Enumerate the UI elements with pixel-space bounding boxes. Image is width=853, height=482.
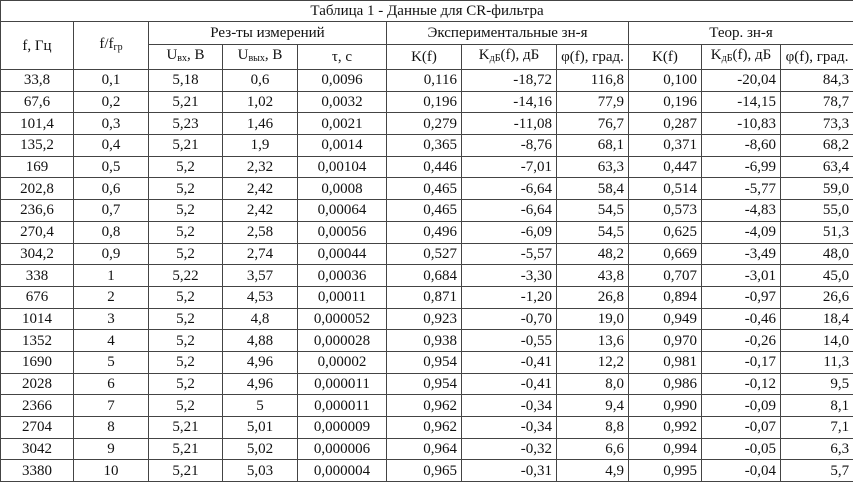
cell-exp-k: 0,446: [387, 156, 462, 178]
cell-th-kdb: -0,04: [702, 460, 781, 482]
group-header-experimental: Экспериментальные зн-я: [387, 22, 629, 45]
cell-exp-k: 0,196: [387, 91, 462, 113]
cell-th-phi: 51,3: [781, 221, 853, 243]
cell-u-in: 5,18: [149, 70, 223, 92]
cell-exp-k: 0,938: [387, 330, 462, 352]
table-row: [1, 330, 853, 352]
cell-exp-kdb: -8,76: [462, 135, 557, 157]
cell-th-phi: 9,5: [781, 373, 853, 395]
cell-frequency: 2366: [1, 395, 74, 417]
cell-exp-phi: 54,5: [557, 200, 629, 222]
cell-th-kdb: -10,83: [702, 113, 781, 135]
cell-u-in: 5,2: [149, 330, 223, 352]
col-header-th-phi: φ(f), град.: [781, 45, 853, 70]
cell-exp-kdb: -7,01: [462, 156, 557, 178]
table-row: [1, 395, 853, 417]
cell-exp-k: 0,954: [387, 351, 462, 373]
table-row: [1, 200, 853, 222]
cell-u-in: 5,2: [149, 243, 223, 265]
cell-th-phi: 68,2: [781, 135, 853, 157]
cell-tau: 0,000011: [298, 395, 387, 417]
cell-tau: 0,0021: [298, 113, 387, 135]
cell-th-kdb: -6,99: [702, 156, 781, 178]
cell-tau: 0,000011: [298, 373, 387, 395]
cell-th-k: 0,196: [629, 91, 702, 113]
cell-th-kdb: -4,09: [702, 221, 781, 243]
cell-u-out: 4,8: [223, 308, 298, 330]
cell-exp-kdb: -1,20: [462, 286, 557, 308]
cell-u-out: 3,57: [223, 265, 298, 287]
cell-exp-kdb: -6,09: [462, 221, 557, 243]
cell-u-out: 1,02: [223, 91, 298, 113]
cell-frequency-ratio: 10: [74, 460, 149, 482]
cell-th-phi: 14,0: [781, 330, 853, 352]
cell-u-out: 4,53: [223, 286, 298, 308]
cell-exp-phi: 19,0: [557, 308, 629, 330]
cell-u-out: 2,32: [223, 156, 298, 178]
col-header-tau: τ, с: [298, 45, 387, 70]
cell-u-in: 5,21: [149, 91, 223, 113]
table-row: [1, 460, 853, 482]
cell-u-out: 5: [223, 395, 298, 417]
cell-th-k: 0,994: [629, 438, 702, 460]
cell-frequency-ratio: 7: [74, 395, 149, 417]
cell-exp-kdb: -0,41: [462, 351, 557, 373]
cell-exp-phi: 8,0: [557, 373, 629, 395]
cell-th-k: 0,894: [629, 286, 702, 308]
cell-th-k: 0,707: [629, 265, 702, 287]
group-header-measurements: Рез-ты измерений: [149, 22, 387, 45]
cell-exp-k: 0,954: [387, 373, 462, 395]
cell-frequency-ratio: 0,9: [74, 243, 149, 265]
cell-frequency-ratio: 8: [74, 417, 149, 439]
cell-tau: 0,000052: [298, 308, 387, 330]
cell-exp-k: 0,365: [387, 135, 462, 157]
cell-th-k: 0,981: [629, 351, 702, 373]
cell-exp-phi: 58,4: [557, 178, 629, 200]
cell-exp-k: 0,496: [387, 221, 462, 243]
table-row: [1, 243, 853, 265]
cell-th-kdb: -0,12: [702, 373, 781, 395]
cell-frequency-ratio: 9: [74, 438, 149, 460]
cell-exp-phi: 76,7: [557, 113, 629, 135]
cell-exp-kdb: -11,08: [462, 113, 557, 135]
cell-u-out: 2,42: [223, 178, 298, 200]
cell-exp-phi: 13,6: [557, 330, 629, 352]
cell-frequency: 676: [1, 286, 74, 308]
cell-u-in: 5,2: [149, 178, 223, 200]
cell-th-kdb: -0,07: [702, 417, 781, 439]
cell-frequency: 338: [1, 265, 74, 287]
cell-frequency: 3380: [1, 460, 74, 482]
cell-tau: 0,000004: [298, 460, 387, 482]
table-row: [1, 156, 853, 178]
cell-exp-phi: 68,1: [557, 135, 629, 157]
cell-th-kdb: -4,83: [702, 200, 781, 222]
cell-frequency-ratio: 0,5: [74, 156, 149, 178]
cell-th-k: 0,625: [629, 221, 702, 243]
cell-u-out: 1,9: [223, 135, 298, 157]
cell-exp-kdb: -0,31: [462, 460, 557, 482]
cell-u-in: 5,21: [149, 135, 223, 157]
cell-u-out: 5,02: [223, 438, 298, 460]
cell-frequency: 202,8: [1, 178, 74, 200]
cell-tau: 0,000028: [298, 330, 387, 352]
cell-th-phi: 26,6: [781, 286, 853, 308]
cell-u-out: 2,58: [223, 221, 298, 243]
cell-frequency-ratio: 5: [74, 351, 149, 373]
cell-exp-k: 0,964: [387, 438, 462, 460]
cell-exp-phi: 63,3: [557, 156, 629, 178]
cell-th-kdb: -20,04: [702, 70, 781, 92]
cell-th-k: 0,514: [629, 178, 702, 200]
cell-th-phi: 7,1: [781, 417, 853, 439]
cell-frequency-ratio: 3: [74, 308, 149, 330]
table-row: [1, 178, 853, 200]
cell-u-in: 5,2: [149, 156, 223, 178]
cell-u-in: 5,2: [149, 286, 223, 308]
cell-u-in: 5,21: [149, 460, 223, 482]
cell-u-out: 4,96: [223, 373, 298, 395]
cell-exp-phi: 54,5: [557, 221, 629, 243]
cell-exp-kdb: -14,16: [462, 91, 557, 113]
cell-th-k: 0,949: [629, 308, 702, 330]
cell-th-k: 0,995: [629, 460, 702, 482]
cell-th-phi: 63,4: [781, 156, 853, 178]
cell-exp-kdb: -6,64: [462, 200, 557, 222]
cell-th-k: 0,992: [629, 417, 702, 439]
cell-th-phi: 84,3: [781, 70, 853, 92]
col-header-u-out: $U_{вых}$, В: [223, 45, 298, 70]
cell-exp-k: 0,684: [387, 265, 462, 287]
cell-exp-k: 0,279: [387, 113, 462, 135]
cell-tau: 0,0096: [298, 70, 387, 92]
table-row: [1, 286, 853, 308]
cell-frequency-ratio: 6: [74, 373, 149, 395]
cell-u-out: 5,03: [223, 460, 298, 482]
cell-u-in: 5,22: [149, 265, 223, 287]
cell-u-in: 5,2: [149, 395, 223, 417]
cell-exp-k: 0,465: [387, 200, 462, 222]
cell-th-kdb: -0,09: [702, 395, 781, 417]
cell-tau: 0,00036: [298, 265, 387, 287]
cell-th-kdb: -0,97: [702, 286, 781, 308]
cell-tau: 0,00064: [298, 200, 387, 222]
col-header-th-k: K(f): [629, 45, 702, 70]
cell-th-phi: 55,0: [781, 200, 853, 222]
cell-frequency-ratio: 0,6: [74, 178, 149, 200]
cell-tau: 0,000009: [298, 417, 387, 439]
cell-exp-kdb: -0,34: [462, 417, 557, 439]
table-row: [1, 135, 853, 157]
cell-exp-k: 0,923: [387, 308, 462, 330]
cell-frequency: 101,4: [1, 113, 74, 135]
cell-th-kdb: -5,77: [702, 178, 781, 200]
cell-frequency: 33,8: [1, 70, 74, 92]
cell-th-kdb: -0,26: [702, 330, 781, 352]
cell-u-out: 4,96: [223, 351, 298, 373]
table-row: [1, 91, 853, 113]
cell-exp-phi: 43,8: [557, 265, 629, 287]
table-row: [1, 221, 853, 243]
cell-exp-kdb: -0,55: [462, 330, 557, 352]
table-row: [1, 417, 853, 439]
cell-tau: 0,00056: [298, 221, 387, 243]
cell-frequency: 270,4: [1, 221, 74, 243]
cell-th-phi: 48,0: [781, 243, 853, 265]
cell-th-phi: 11,3: [781, 351, 853, 373]
cell-exp-k: 0,116: [387, 70, 462, 92]
table-row: [1, 113, 853, 135]
cell-th-kdb: -0,17: [702, 351, 781, 373]
cell-frequency: 135,2: [1, 135, 74, 157]
cell-th-kdb: -0,46: [702, 308, 781, 330]
table-title: Таблица 1 - Данные для CR-фильтра: [1, 1, 853, 22]
cell-exp-k: 0,965: [387, 460, 462, 482]
table-row: [1, 308, 853, 330]
cell-u-in: 5,2: [149, 221, 223, 243]
cell-th-kdb: -3,49: [702, 243, 781, 265]
cell-frequency-ratio: 2: [74, 286, 149, 308]
table-row: [1, 351, 853, 373]
cell-tau: 0,0014: [298, 135, 387, 157]
cell-th-kdb: -8,60: [702, 135, 781, 157]
cell-exp-kdb: -0,41: [462, 373, 557, 395]
cell-u-in: 5,2: [149, 308, 223, 330]
cell-frequency: 1014: [1, 308, 74, 330]
cell-tau: 0,000006: [298, 438, 387, 460]
cell-u-out: 2,42: [223, 200, 298, 222]
cell-th-k: 0,573: [629, 200, 702, 222]
cell-exp-kdb: -0,32: [462, 438, 557, 460]
table-row: [1, 438, 853, 460]
cell-exp-k: 0,962: [387, 417, 462, 439]
table-row: [1, 70, 853, 92]
table-body: [1, 70, 853, 482]
cell-th-k: 0,970: [629, 330, 702, 352]
cell-exp-phi: 77,9: [557, 91, 629, 113]
cell-th-phi: 8,1: [781, 395, 853, 417]
cell-th-phi: 18,4: [781, 308, 853, 330]
cell-th-kdb: -3,01: [702, 265, 781, 287]
cell-tau: 0,00044: [298, 243, 387, 265]
cell-tau: 0,00011: [298, 286, 387, 308]
cell-exp-phi: 9,4: [557, 395, 629, 417]
cell-u-in: 5,21: [149, 417, 223, 439]
col-header-u-in: $U_{вх}$, В: [149, 45, 223, 70]
col-header-exp-kdb: $K_{дБ}(f)$, дБ: [462, 45, 557, 70]
cell-u-out: 4,88: [223, 330, 298, 352]
cell-th-phi: 6,3: [781, 438, 853, 460]
cell-th-phi: 73,3: [781, 113, 853, 135]
cell-exp-k: 0,527: [387, 243, 462, 265]
group-header-theoretical: Теор. зн-я: [629, 22, 853, 45]
cell-exp-k: 0,962: [387, 395, 462, 417]
cell-th-phi: 45,0: [781, 265, 853, 287]
cell-u-in: 5,2: [149, 351, 223, 373]
cell-frequency-ratio: 0,7: [74, 200, 149, 222]
col-header-frequency-ratio: $f/f_{гр}$: [74, 22, 149, 70]
cell-exp-kdb: -3,30: [462, 265, 557, 287]
cell-u-out: 2,74: [223, 243, 298, 265]
cell-th-k: 0,100: [629, 70, 702, 92]
cell-u-out: 1,46: [223, 113, 298, 135]
cell-frequency: 67,6: [1, 91, 74, 113]
cell-th-k: 0,990: [629, 395, 702, 417]
col-header-frequency: f, Гц: [1, 22, 74, 70]
cell-frequency: 304,2: [1, 243, 74, 265]
col-header-exp-phi: φ(f), град.: [557, 45, 629, 70]
cell-frequency-ratio: 0,3: [74, 113, 149, 135]
table-row: [1, 373, 853, 395]
cell-exp-kdb: -18,72: [462, 70, 557, 92]
cell-tau: 0,00002: [298, 351, 387, 373]
cell-frequency-ratio: 0,8: [74, 221, 149, 243]
cell-exp-kdb: -5,57: [462, 243, 557, 265]
cell-exp-phi: 6,6: [557, 438, 629, 460]
cell-exp-k: 0,465: [387, 178, 462, 200]
col-header-exp-k: K(f): [387, 45, 462, 70]
cell-th-kdb: -14,15: [702, 91, 781, 113]
cell-frequency-ratio: 4: [74, 330, 149, 352]
table-row: [1, 265, 853, 287]
cell-frequency: 236,6: [1, 200, 74, 222]
cell-u-in: 5,23: [149, 113, 223, 135]
cell-frequency-ratio: 0,4: [74, 135, 149, 157]
cell-exp-phi: 8,8: [557, 417, 629, 439]
cell-u-in: 5,2: [149, 373, 223, 395]
cell-frequency: 1690: [1, 351, 74, 373]
cell-th-phi: 59,0: [781, 178, 853, 200]
cell-u-out: 0,6: [223, 70, 298, 92]
cell-frequency: 3042: [1, 438, 74, 460]
cell-exp-kdb: -6,64: [462, 178, 557, 200]
cell-frequency-ratio: 0,2: [74, 91, 149, 113]
cell-exp-kdb: -0,70: [462, 308, 557, 330]
cell-th-k: 0,447: [629, 156, 702, 178]
cell-exp-phi: 4,9: [557, 460, 629, 482]
cell-exp-phi: 12,2: [557, 351, 629, 373]
cell-exp-phi: 26,8: [557, 286, 629, 308]
cell-frequency: 169: [1, 156, 74, 178]
cell-th-k: 0,986: [629, 373, 702, 395]
col-header-th-kdb: $K_{дБ}(f)$, дБ: [702, 45, 781, 70]
cell-frequency-ratio: 1: [74, 265, 149, 287]
cell-tau: 0,0032: [298, 91, 387, 113]
cell-th-phi: 78,7: [781, 91, 853, 113]
cell-frequency: 2028: [1, 373, 74, 395]
cell-tau: 0,0008: [298, 178, 387, 200]
cell-exp-phi: 116,8: [557, 70, 629, 92]
cell-frequency: 2704: [1, 417, 74, 439]
cell-th-kdb: -0,05: [702, 438, 781, 460]
cell-th-phi: 5,7: [781, 460, 853, 482]
cell-exp-phi: 48,2: [557, 243, 629, 265]
cell-th-k: 0,371: [629, 135, 702, 157]
cell-frequency-ratio: 0,1: [74, 70, 149, 92]
cell-exp-k: 0,871: [387, 286, 462, 308]
cell-u-out: 5,01: [223, 417, 298, 439]
cell-tau: 0,00104: [298, 156, 387, 178]
cell-exp-kdb: -0,34: [462, 395, 557, 417]
cell-u-in: 5,2: [149, 200, 223, 222]
cell-th-k: 0,669: [629, 243, 702, 265]
cell-th-k: 0,287: [629, 113, 702, 135]
cell-frequency: 1352: [1, 330, 74, 352]
cell-u-in: 5,21: [149, 438, 223, 460]
